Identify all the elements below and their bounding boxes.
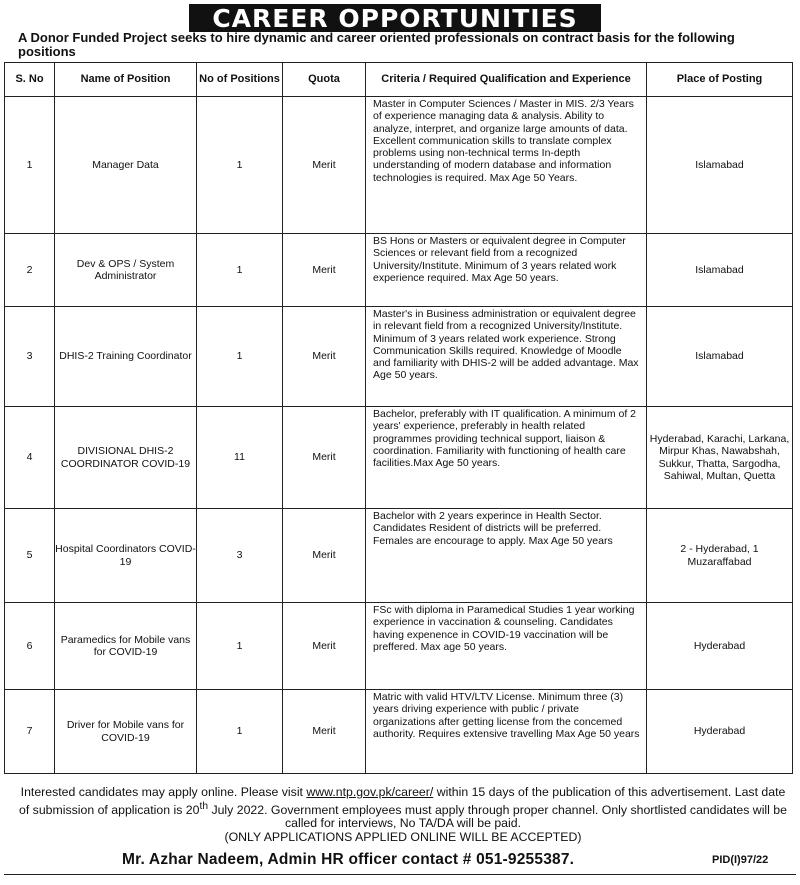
- row-count: 1: [197, 307, 283, 407]
- row-position: DHIS-2 Training Coordinator: [55, 307, 197, 407]
- career-url-link[interactable]: www.ntp.gov.pk/career/: [306, 785, 434, 799]
- row-place: Islamabad: [647, 234, 793, 307]
- row-criteria: BS Hons or Masters or equivalent degree in Computer Sciences or relevant field from a recognized University/Institute. Minimum of 3 years related work experience required. Max Age 50 years.: [366, 234, 647, 307]
- row-sno: 7: [5, 690, 55, 774]
- row-position: Dev & OPS / System Administrator: [55, 234, 197, 307]
- row-criteria: Master in Computer Sciences / Master in MIS. 2/3 Years of experience managing data & analysis. Ability to analyze, interpret, and organize large amounts of data. Excellent communication skills to translate complex problems using non-technical terms In-depth understanding of modern database and information technologies is required. Max Age 50 Years.: [366, 97, 647, 234]
- bottom-divider: [4, 874, 796, 875]
- row-position: Hospital Coordinators COVID-19: [55, 509, 197, 603]
- row-quota: Merit: [283, 97, 366, 234]
- intro-text: A Donor Funded Project seeks to hire dynamic and career oriented professionals on contract basis for the following positions: [18, 30, 735, 59]
- date-suffix: th: [199, 800, 209, 812]
- table-row: [5, 234, 793, 307]
- instructions-part3: July 2022. Government employees must apply through proper channel. Only shortlisted candidates will be called for interviews, No TA/DA will be paid.: [208, 802, 787, 831]
- row-quota: Merit: [283, 234, 366, 307]
- table-header-row: [5, 63, 793, 97]
- row-sno: 2: [5, 234, 55, 307]
- row-criteria: Bachelor, preferably with IT qualification. A minimum of 2 years' experience, preferably in health related programmes providing technical support, liaison & coordination. Familiarity with functioning of health care facilities.Max Age 50 years.: [366, 407, 647, 509]
- pid-number: PID(I)97/22: [712, 854, 769, 866]
- row-position: Paramedics for Mobile vans for COVID-19: [55, 603, 197, 690]
- row-criteria: Matric with valid HTV/LTV License. Minimum three (3) years driving experience with public / private organizations after getting license from the concemed authority. Requires extensive travelling Max Age 50 years: [366, 690, 647, 774]
- row-criteria: FSc with diploma in Paramedical Studies 1 year working experience in vaccination & counseling. Candidates having expenence in COVID-19 vaccination will be preffered. Max age 50 years.: [366, 603, 647, 690]
- row-count: 3: [197, 509, 283, 603]
- table-row: [5, 97, 793, 234]
- row-sno: 6: [5, 603, 55, 690]
- row-place: Hyderabad: [647, 603, 793, 690]
- header-place: Place of Posting: [647, 63, 793, 97]
- row-count: 1: [197, 97, 283, 234]
- row-criteria: Master's in Business administration or equivalent degree in relevant field from a recognized University/Institute. Minimum of 3 years related work experience. Strong Communication Skills required. Knowledge of Moodle and familiarity with DHIS-2 will be added advantage. Max Age 50 years.: [366, 307, 647, 407]
- row-quota: Merit: [283, 509, 366, 603]
- row-position: Manager Data: [55, 97, 197, 234]
- row-position: Driver for Mobile vans for COVID-19: [55, 690, 197, 774]
- row-count: 1: [197, 690, 283, 774]
- row-place: Islamabad: [647, 97, 793, 234]
- table-row: [5, 603, 793, 690]
- table-row: [5, 407, 793, 509]
- row-count: 1: [197, 234, 283, 307]
- row-sno: 3: [5, 307, 55, 407]
- row-count: 11: [197, 407, 283, 509]
- row-sno: 5: [5, 509, 55, 603]
- row-quota: Merit: [283, 603, 366, 690]
- application-instructions: [18, 786, 788, 844]
- table-row: [5, 509, 793, 603]
- positions-table: [4, 62, 793, 774]
- instructions-part1: Interested candidates may apply online. Please visit: [20, 785, 307, 799]
- table-row: [5, 307, 793, 407]
- row-place: Hyderabad: [647, 690, 793, 774]
- header-criteria: Criteria / Required Qualification and Experience: [366, 63, 647, 97]
- row-quota: Merit: [283, 690, 366, 774]
- row-quota: Merit: [283, 307, 366, 407]
- header-count: No of Positions: [197, 63, 283, 97]
- header-quota: Quota: [283, 63, 366, 97]
- row-criteria: Bachelor with 2 years experince in Health Sector. Candidates Resident of districts will be preferred. Females are encourage to apply. Max Age 50 years: [366, 509, 647, 603]
- row-place: Hyderabad, Karachi, Larkana, Mirpur Khas, Nawabshah, Sukkur, Thatta, Sargodha, Sahiwal, Multan, Quetta: [647, 407, 793, 509]
- instructions-part2: within 15 days of the publication of this advertisement. Last date of submission of application is 20: [19, 785, 786, 817]
- row-place: Islamabad: [647, 307, 793, 407]
- career-banner: CAREER OPPORTUNITIES: [189, 4, 601, 32]
- header-name: Name of Position: [55, 63, 197, 97]
- row-place: 2 - Hyderabad, 1 Muzaraffabad: [647, 509, 793, 603]
- table-row: [5, 690, 793, 774]
- header-sno: S. No: [5, 63, 55, 97]
- online-only-note: (ONLY APPLICATIONS APPLIED ONLINE WILL BE ACCEPTED): [224, 829, 582, 844]
- row-sno: 4: [5, 407, 55, 509]
- row-position: DIVISIONAL DHIS-2 COORDINATOR COVID-19: [55, 407, 197, 509]
- row-count: 1: [197, 603, 283, 690]
- row-quota: Merit: [283, 407, 366, 509]
- row-sno: 1: [5, 97, 55, 234]
- contact-line: Mr. Azhar Nadeem, Admin HR officer contact # 051-9255387.: [122, 851, 575, 868]
